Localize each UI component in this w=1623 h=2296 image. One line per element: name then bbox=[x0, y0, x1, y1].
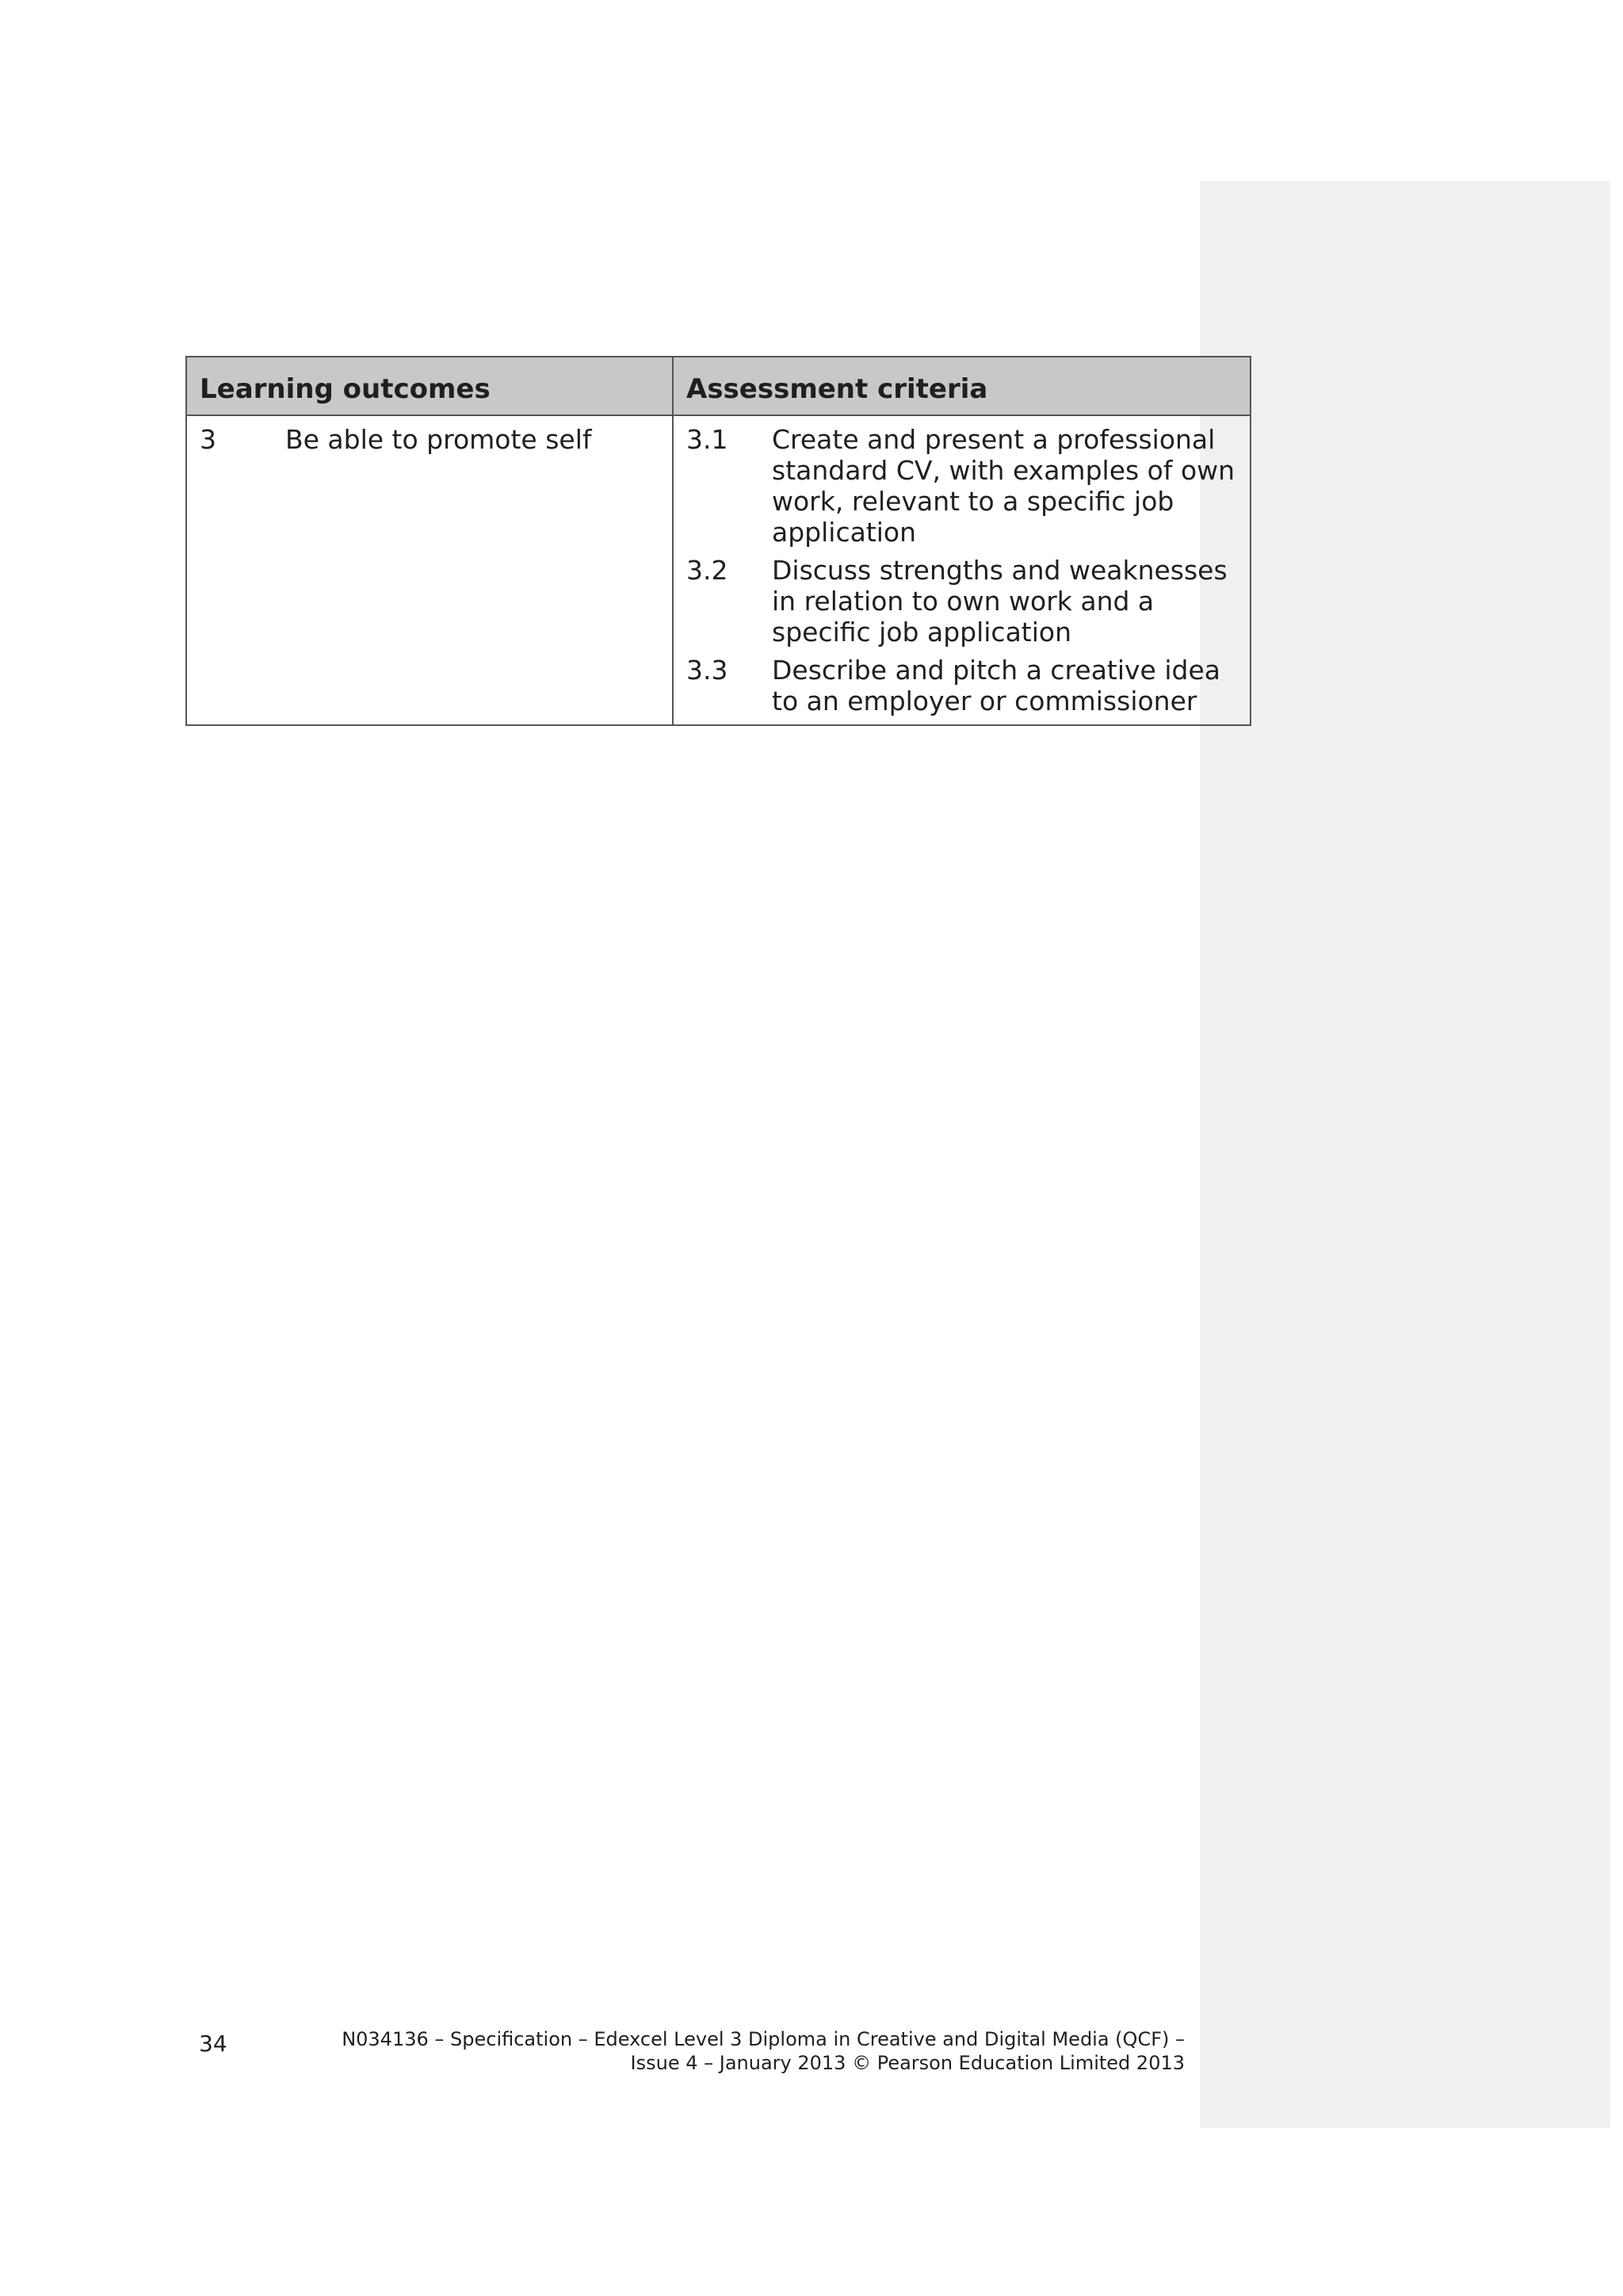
criteria-list bbox=[686, 424, 1237, 716]
table-row bbox=[186, 415, 1251, 725]
learning-outcomes-header: Learning outcomes bbox=[186, 357, 673, 415]
assessment-criteria-header: Assessment criteria bbox=[673, 357, 1251, 415]
assessment-criteria-cell bbox=[673, 415, 1251, 725]
outcome-text: Be able to promote self bbox=[285, 424, 592, 455]
footer-line-1: N034136 – Specification – Edexcel Level 3 Diploma in Creative and Digital Media (QCF) – bbox=[342, 2028, 1185, 2050]
criterion-item bbox=[686, 655, 1237, 716]
side-panel bbox=[1200, 181, 1610, 2128]
table-header-row bbox=[186, 357, 1251, 415]
learning-outcomes-table bbox=[185, 356, 1251, 726]
page-number: 34 bbox=[199, 2030, 227, 2057]
criterion-number: 3.2 bbox=[686, 555, 728, 586]
footer bbox=[301, 2027, 1185, 2075]
criterion-text: Discuss strengths and weaknesses in relation to own work and a specific job application bbox=[772, 555, 1228, 648]
criterion-item bbox=[686, 424, 1237, 548]
criterion-text: Create and present a professional standard CV, with examples of own work, relevant to a specific job application bbox=[772, 424, 1235, 548]
footer-line-2: Issue 4 – January 2013 © Pearson Education Limited 2013 bbox=[630, 2052, 1185, 2074]
learning-outcome-cell bbox=[186, 415, 673, 725]
criterion-item bbox=[686, 555, 1237, 648]
learning-outcome bbox=[200, 424, 659, 455]
criterion-number: 3.1 bbox=[686, 424, 728, 455]
criterion-number: 3.3 bbox=[686, 655, 728, 686]
outcome-number: 3 bbox=[200, 424, 216, 455]
criterion-text: Describe and pitch a creative idea to an employer or commissioner bbox=[772, 655, 1220, 716]
